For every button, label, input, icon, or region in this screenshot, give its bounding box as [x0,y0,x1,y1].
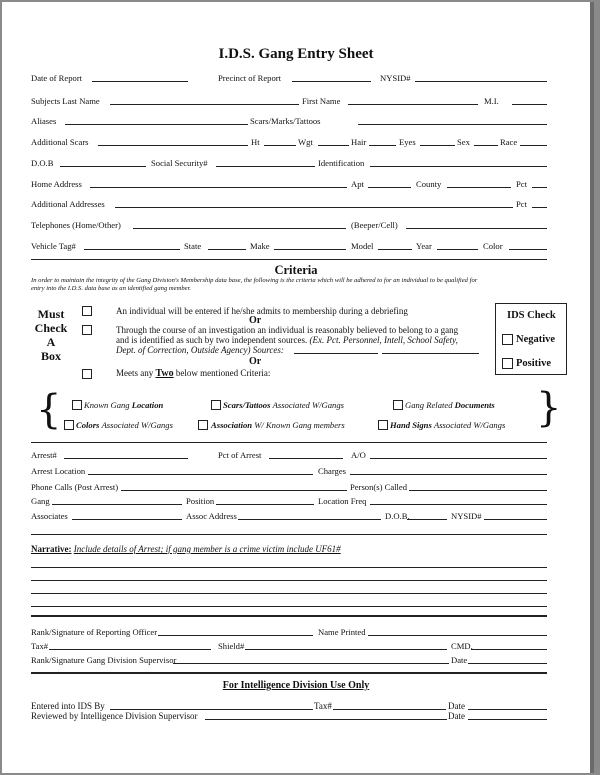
label-year: Year [416,241,432,251]
field-ht[interactable] [264,145,296,146]
field-first-name[interactable] [348,104,478,105]
label-pct-of-arrest: Pct of Arrest [218,450,262,460]
label-nysid: NYSID# [380,73,411,83]
label-shield: Shield# [218,641,245,651]
field-beeper[interactable] [406,228,547,229]
narrative-label: Narrative: [31,544,72,554]
known-gang-text: Known Gang [84,400,130,410]
checkbox-negative[interactable] [502,334,513,345]
or-1: Or [249,315,262,326]
label-mi: M.I. [484,96,499,106]
field-scars-marks[interactable] [358,124,547,125]
field-tax-number[interactable] [49,649,211,650]
field-make[interactable] [274,249,346,250]
field-name-printed[interactable] [368,635,547,636]
label-rank-signature-officer: Rank/Signature of Reporting Officer [31,627,158,637]
option-admits-membership: An individual will be entered if he/she admits to membership during a debriefing [116,306,408,316]
checkbox-colors[interactable] [64,420,74,430]
field-sources-2[interactable] [382,353,479,354]
left-brace-icon: { [36,387,62,433]
field-race[interactable] [520,145,547,146]
label-intel-date-2: Date [448,711,465,721]
positive-label: Positive [516,358,551,369]
label-position: Position [186,496,215,506]
narrative-heading [31,544,341,554]
label-pct-2: Pct [516,199,527,209]
criterion-association [211,420,345,430]
field-county[interactable] [447,187,511,188]
box-word: Box [40,349,61,363]
label-additional-scars: Additional Scars [31,137,89,147]
must-check-label [26,307,76,363]
field-last-name[interactable] [110,104,299,105]
field-additional-scars[interactable] [98,145,248,146]
investigation-text: and is identified as such by two independent sources. [116,335,308,345]
field-identification[interactable] [370,166,547,167]
field-sources-1[interactable] [294,353,378,354]
label-intel-date-1: Date [448,701,465,711]
negative-label: Negative [516,334,556,345]
label-sex: Sex [457,137,470,147]
divider-4 [31,615,547,617]
known-members-text: W/ Known Gang members [254,420,345,430]
label-entered-into-ids: Entered into IDS By [31,701,105,711]
label-arrest-location: Arrest Location [31,466,86,476]
label-assoc-nysid: NYSID# [451,511,482,521]
scars-assoc-text: Associated W/Gangs [272,400,344,410]
label-date-of-report: Date of Report [31,73,83,83]
field-rank-signature-supervisor[interactable] [173,663,449,664]
divider-3 [31,534,547,535]
label-identification: Identification [318,158,365,168]
field-position[interactable] [216,504,314,505]
label-aliases: Aliases [31,116,57,126]
label-dob: D.O.B [31,158,54,168]
field-eyes[interactable] [420,145,455,146]
field-state[interactable] [208,249,246,250]
label-assoc-dob: D.O.B. [385,511,410,521]
association-text: Association [211,420,253,430]
ids-check-box [495,303,567,375]
label-apt: Apt [351,179,364,189]
a-word: A [46,335,56,349]
location-text: Location [131,400,164,410]
field-arrest-location[interactable] [88,474,313,475]
right-brace-icon: } [536,385,562,431]
field-aliases[interactable] [65,124,248,125]
intel-heading: For Intelligence Division Use Only [222,680,370,691]
divider [31,259,547,260]
sources-label: Sources: [252,345,284,355]
field-intel-date-2[interactable] [468,719,547,720]
field-year[interactable] [437,249,478,250]
label-rank-signature-supervisor: Rank/Signature Gang Division Supervisor [31,655,177,665]
option-meets-two [116,368,270,379]
checkbox-investigation[interactable] [82,325,92,335]
field-additional-addresses[interactable] [115,207,513,208]
checkbox-admits-membership[interactable] [82,306,92,316]
criteria-intro-line-2: entry into the I.D.S. data base as an identified gang member. [31,285,192,292]
field-sex[interactable] [474,145,498,146]
investigation-examples: (Ex. Pct. Personnel, Intell, School Safety, [309,335,458,345]
label-ao: A/O [351,450,366,460]
label-charges: Charges [318,466,347,476]
label-arrest-number: Arrest# [31,450,57,460]
field-home-address[interactable] [90,187,347,188]
label-gang: Gang [31,496,50,506]
field-charges[interactable] [350,474,547,475]
hand-signs-text: Hand Signs [390,420,432,430]
criterion-colors [76,420,173,430]
label-phone-calls: Phone Calls (Post Arrest) [31,482,119,492]
label-tax-number: Tax# [31,641,49,651]
divider-5 [31,672,547,674]
field-pct-of-arrest[interactable] [269,458,343,459]
field-apt[interactable] [368,187,411,188]
criterion-scars-tattoos [223,400,344,410]
field-intel-tax[interactable] [333,709,446,710]
field-telephones[interactable] [133,228,346,229]
form-title: I.D.S. Gang Entry Sheet [218,46,374,62]
criteria-heading: Criteria [274,263,318,277]
two-text: Two [155,368,174,379]
field-shield[interactable] [245,649,447,650]
must-word: Must [37,307,65,321]
scars-tattoos-text: Scars/Tattoos [223,400,271,410]
field-assoc-dob[interactable] [407,519,447,520]
field-dob[interactable] [60,166,146,167]
narrative-line-2[interactable] [31,580,547,581]
field-arrest-number[interactable] [64,458,188,459]
label-ht: Ht [251,137,260,147]
documents-text: Documents [454,400,495,410]
narrative-note: Include details of Arrest; if gang member is a crime victim include UF61# [73,544,341,554]
checkbox-gang-related-documents[interactable] [393,400,403,410]
field-persons-called[interactable] [409,490,547,491]
ids-check-title: IDS Check [507,310,556,321]
field-phone-calls[interactable] [121,490,347,491]
label-wgt: Wgt [298,137,313,147]
colors-text: Colors [76,420,100,430]
label-model: Model [351,241,374,251]
criterion-hand-signs [390,420,505,430]
label-telephones: Telephones (Home/Other) [31,220,121,230]
gang-related-text: Gang Related [405,400,453,410]
field-gang[interactable] [52,504,182,505]
field-color[interactable] [509,249,547,250]
label-color: Color [483,241,503,251]
option-investigation-line-2 [116,335,458,345]
label-pct: Pct [516,179,527,189]
meets-any-text: Meets any [116,368,154,378]
label-cmd: CMD. [451,641,473,651]
label-last-name: Subjects Last Name [31,96,100,106]
field-precinct[interactable] [292,81,371,82]
field-pct[interactable] [532,187,547,188]
field-assoc-address[interactable] [238,519,381,520]
narrative-line-4[interactable] [31,606,547,607]
label-scars-marks: Scars/Marks/Tattoos [250,116,321,126]
field-associates[interactable] [72,519,182,520]
checkbox-positive[interactable] [502,358,513,369]
field-assoc-nysid[interactable] [484,519,547,520]
label-race: Race [500,137,518,147]
label-persons-called: Person(s) Called [350,482,408,492]
colors-assoc-text: Associated W/Gangs [101,420,173,430]
criteria-intro-line-1: In order to maintain the integrity of the Gang Division's Membership data base, the following is the criteria which will be adhered to for an individual to be qualified for [31,277,478,284]
field-mi[interactable] [512,104,547,105]
below-criteria-text: below mentioned Criteria: [175,368,271,378]
checkbox-association[interactable] [198,420,208,430]
gang-entry-sheet [2,2,594,773]
criterion-known-gang-location [84,400,163,410]
field-location-freq[interactable] [370,504,547,505]
field-pct-2[interactable] [532,207,547,208]
field-date-of-report[interactable] [92,81,188,82]
label-location-freq: Location Freq [318,496,367,506]
field-ao[interactable] [370,458,547,459]
field-cmd[interactable] [471,649,547,650]
label-precinct: Precinct of Report [218,73,282,83]
field-vehicle-tag[interactable] [84,249,180,250]
narrative-line-3[interactable] [31,593,547,594]
label-beeper: (Beeper/Cell) [351,220,398,230]
label-name-printed: Name Printed [318,627,366,637]
label-ssn: Social Security# [151,158,208,168]
checkbox-known-gang-location[interactable] [72,400,82,410]
label-make: Make [250,241,270,251]
field-entered-into-ids[interactable] [110,709,313,710]
field-intel-date-1[interactable] [468,709,547,710]
label-reviewed-by: Reviewed by Intelligence Division Supervisor [31,711,198,721]
option-investigation-line-3 [116,345,284,355]
field-rank-signature-officer[interactable] [158,635,313,636]
criterion-gang-related-documents [405,400,495,410]
label-first-name: First Name [302,96,341,106]
label-hair: Hair [351,137,367,147]
label-home-address: Home Address [31,179,82,189]
label-associates: Associates [31,511,68,521]
label-state: State [184,241,202,251]
label-intel-tax: Tax# [314,701,332,711]
label-assoc-address: Assoc Address [186,511,237,521]
check-word: Check [34,321,68,335]
option-investigation-line-1: Through the course of an investigation an individual is reasonably believed to belong to a gang [116,325,459,335]
hand-signs-assoc-text: Associated W/Gangs [433,420,506,430]
label-eyes: Eyes [399,137,416,147]
label-county: County [416,179,442,189]
checkbox-meets-two-criteria[interactable] [82,369,92,379]
field-nysid[interactable] [415,81,547,82]
field-wgt[interactable] [318,145,349,146]
or-2: Or [249,356,262,367]
label-additional-addresses: Additional Addresses [31,199,105,209]
field-model[interactable] [378,249,412,250]
field-reviewed-by[interactable] [205,719,447,720]
narrative-line-1[interactable] [31,567,547,568]
divider-2 [31,442,547,443]
field-hair[interactable] [369,145,396,146]
field-date[interactable] [468,663,547,664]
label-vehicle-tag: Vehicle Tag# [31,241,76,251]
label-date: Date [451,655,468,665]
field-ssn[interactable] [216,166,315,167]
investigation-examples-2: Dept. of Correction, Outside Agency) [116,345,251,355]
checkbox-scars-tattoos[interactable] [211,400,221,410]
checkbox-hand-signs[interactable] [378,420,388,430]
